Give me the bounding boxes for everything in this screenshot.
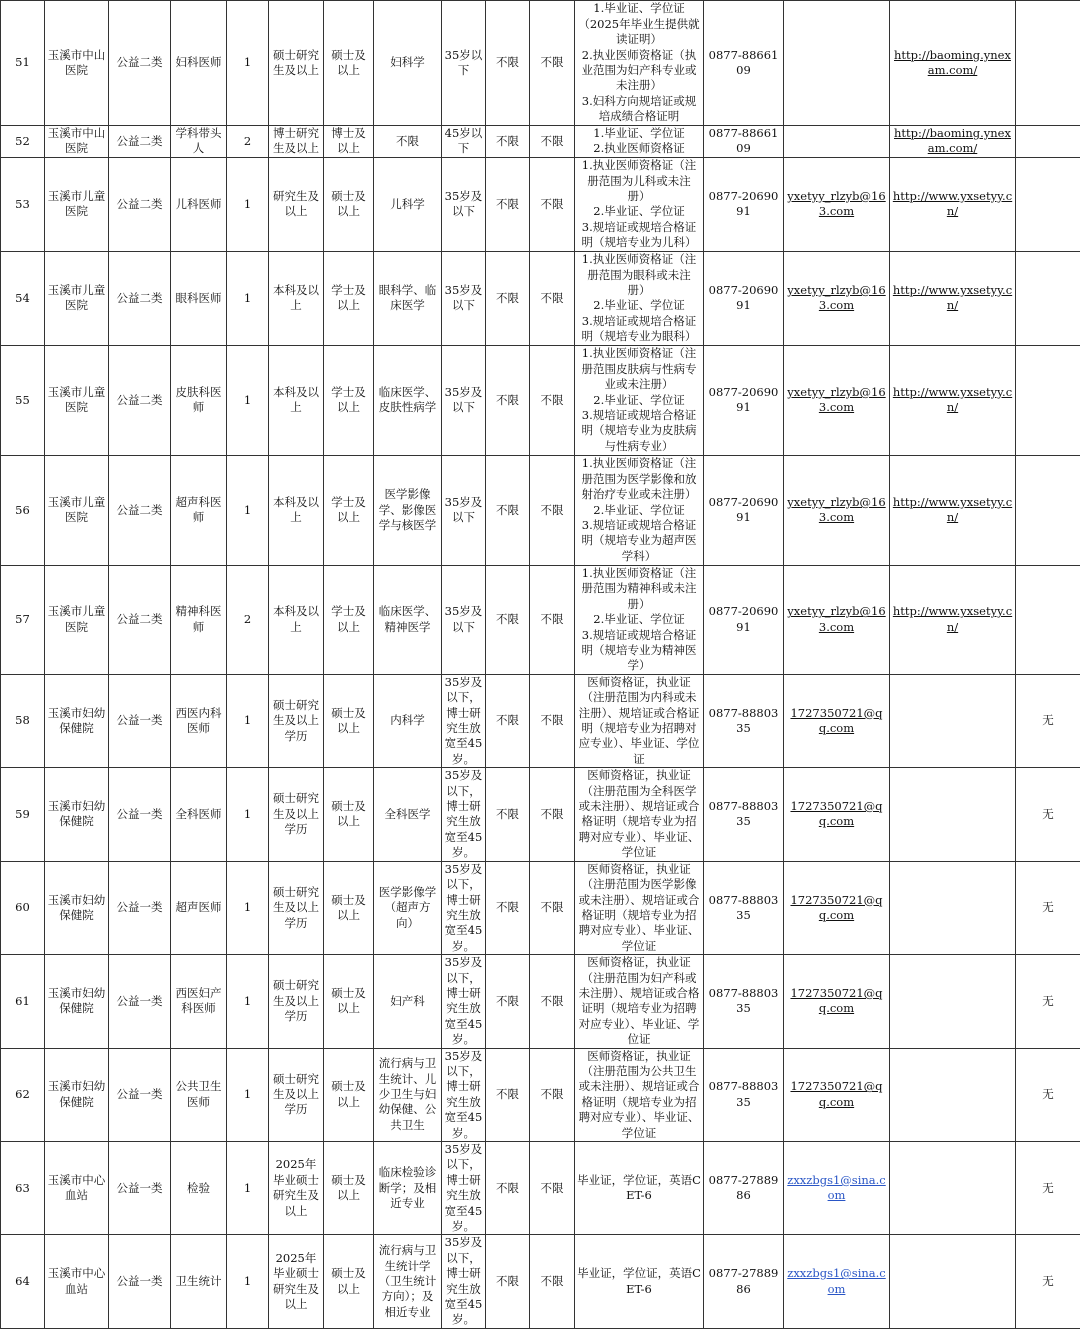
contact-email — [784, 1048, 890, 1141]
requirement-unrestricted-1: 不限 — [486, 1142, 530, 1235]
hiring-count: 1 — [227, 1142, 269, 1235]
required-documents: 1.执业医师资格证（注册范围为儿科或未注册） 2.毕业证、学位证 3.规培证或规培合格证明（规培专业为儿科） — [575, 157, 704, 251]
table-row — [1, 1, 1080, 126]
email-link[interactable]: 1727350721@qq.com — [790, 893, 882, 922]
degree-requirement: 硕士及以上 — [324, 1142, 374, 1235]
email-link[interactable]: yxetyy_rlzyb@163.com — [787, 189, 885, 218]
requirement-unrestricted-1: 不限 — [486, 251, 530, 345]
requirement-unrestricted-1: 不限 — [486, 768, 530, 861]
table-row — [1, 1048, 1080, 1141]
url-link[interactable]: http://www.yxsetyy.cn/ — [893, 495, 1012, 524]
hiring-count: 2 — [227, 126, 269, 158]
contact-phone: 0877-8880335 — [704, 674, 784, 767]
remark: 无 — [1016, 1142, 1080, 1235]
contact-phone: 0877-8866109 — [704, 1, 784, 126]
requirement-unrestricted-2: 不限 — [530, 1142, 575, 1235]
contact-phone: 0877-2069091 — [704, 157, 784, 251]
position-name: 检验 — [171, 1142, 227, 1235]
required-documents: 1.毕业证、学位证 （2025年毕业生提供就读证明） 2.执业医师资格证（执业范围为妇产科专业或未注册） 3.妇科方向规培证或规培成绩合格证明 — [575, 1, 704, 126]
row-number: 51 — [1, 1, 45, 126]
website-link — [890, 1142, 1016, 1235]
requirement-unrestricted-1: 不限 — [486, 157, 530, 251]
table-row — [1, 1235, 1080, 1328]
unit-category: 公益一类 — [109, 955, 171, 1048]
website-link — [890, 251, 1016, 345]
major-requirement: 不限 — [374, 126, 442, 158]
row-number: 53 — [1, 157, 45, 251]
hiring-count: 1 — [227, 861, 269, 954]
contact-phone: 0877-2069091 — [704, 345, 784, 455]
contact-email — [784, 768, 890, 861]
table-row — [1, 345, 1080, 455]
required-documents: 医师资格证，执业证（注册范围为内科或未注册）、规培证或合格证明（规培专业为招聘对应专业）、毕业证、学位证 — [575, 674, 704, 767]
table-row — [1, 455, 1080, 565]
major-requirement: 眼科学、临床医学 — [374, 251, 442, 345]
contact-phone: 0877-8880335 — [704, 1048, 784, 1141]
major-requirement: 妇科学 — [374, 1, 442, 126]
education-requirement: 硕士研究生及以上 — [269, 1, 324, 126]
contact-email — [784, 1142, 890, 1235]
requirement-unrestricted-2: 不限 — [530, 565, 575, 674]
contact-email — [784, 1, 890, 126]
contact-email — [784, 674, 890, 767]
requirement-unrestricted-1: 不限 — [486, 674, 530, 767]
remark: 无 — [1016, 1235, 1080, 1328]
requirement-unrestricted-1: 不限 — [486, 1, 530, 126]
education-requirement: 博士研究生及以上 — [269, 126, 324, 158]
email-link[interactable]: 1727350721@qq.com — [790, 986, 882, 1015]
major-requirement: 妇产科 — [374, 955, 442, 1048]
requirement-unrestricted-2: 不限 — [530, 1235, 575, 1328]
requirement-unrestricted-2: 不限 — [530, 1048, 575, 1141]
website-link — [890, 768, 1016, 861]
row-number: 58 — [1, 674, 45, 767]
table-row — [1, 674, 1080, 767]
unit-category: 公益一类 — [109, 674, 171, 767]
age-requirement: 35岁及以下 — [442, 345, 486, 455]
url-link[interactable]: http://www.yxsetyy.cn/ — [893, 385, 1012, 414]
hiring-count: 1 — [227, 674, 269, 767]
employer-unit: 玉溪市妇幼保健院 — [45, 955, 109, 1048]
table-row — [1, 861, 1080, 954]
website-link — [890, 345, 1016, 455]
required-documents: 医师资格证，执业证（注册范围为医学影像或未注册）、规培证或合格证明（规培专业为招聘对应专业）、毕业证、学位证 — [575, 861, 704, 954]
unit-category: 公益二类 — [109, 455, 171, 565]
row-number: 62 — [1, 1048, 45, 1141]
education-requirement: 硕士研究生及以上学历 — [269, 861, 324, 954]
requirement-unrestricted-1: 不限 — [486, 345, 530, 455]
position-name: 超声科医师 — [171, 455, 227, 565]
education-requirement: 本科及以上 — [269, 345, 324, 455]
employer-unit: 玉溪市中心血站 — [45, 1142, 109, 1235]
email-link[interactable]: 1727350721@qq.com — [790, 799, 882, 828]
contact-phone: 0877-8866109 — [704, 126, 784, 158]
major-requirement: 医学影像学（超声方向） — [374, 861, 442, 954]
email-link[interactable]: yxetyy_rlzyb@163.com — [787, 604, 885, 633]
age-requirement: 35岁及以下 — [442, 455, 486, 565]
unit-category: 公益二类 — [109, 345, 171, 455]
age-requirement: 35岁及以下 — [442, 251, 486, 345]
contact-email — [784, 955, 890, 1048]
table-row — [1, 768, 1080, 861]
position-name: 学科带头人 — [171, 126, 227, 158]
hiring-count: 1 — [227, 251, 269, 345]
unit-category: 公益二类 — [109, 251, 171, 345]
education-requirement: 硕士研究生及以上学历 — [269, 1048, 324, 1141]
website-link — [890, 861, 1016, 954]
degree-requirement: 博士及以上 — [324, 126, 374, 158]
required-documents: 1.执业医师资格证（注册范围为医学影像和放射治疗专业或未注册） 2.毕业证、学位证 3.规培证或规培合格证明（规培专业为超声医学科） — [575, 455, 704, 565]
contact-email — [784, 251, 890, 345]
email-link[interactable]: zxxzbgs1@sina.com — [787, 1173, 885, 1202]
remark: 无 — [1016, 674, 1080, 767]
position-name: 公共卫生医师 — [171, 1048, 227, 1141]
contact-phone: 0877-8880335 — [704, 955, 784, 1048]
hiring-count: 1 — [227, 1048, 269, 1141]
unit-category: 公益二类 — [109, 565, 171, 674]
remark — [1016, 455, 1080, 565]
remark: 无 — [1016, 861, 1080, 954]
education-requirement: 研究生及以上 — [269, 157, 324, 251]
age-requirement: 45岁以下 — [442, 126, 486, 158]
contact-email — [784, 1235, 890, 1328]
row-number: 56 — [1, 455, 45, 565]
employer-unit: 玉溪市儿童医院 — [45, 565, 109, 674]
required-documents: 毕业证，学位证，英语CET-6 — [575, 1235, 704, 1328]
major-requirement: 医学影像学、影像医学与核医学 — [374, 455, 442, 565]
remark — [1016, 126, 1080, 158]
degree-requirement: 硕士及以上 — [324, 768, 374, 861]
employer-unit: 玉溪市儿童医院 — [45, 157, 109, 251]
age-requirement: 35岁及以下，博士研究生放宽至45岁。 — [442, 768, 486, 861]
unit-category: 公益一类 — [109, 861, 171, 954]
hiring-count: 1 — [227, 455, 269, 565]
position-name: 超声医师 — [171, 861, 227, 954]
unit-category: 公益一类 — [109, 768, 171, 861]
required-documents: 医师资格证，执业证（注册范围为妇产科或未注册）、规培证或合格证明（规培专业为招聘对应专业）、毕业证、学位证 — [575, 955, 704, 1048]
required-documents: 1.执业医师资格证（注册范围皮肤病与性病专业或未注册） 2.毕业证、学位证 3.规培证或规培合格证明（规培专业为皮肤病与性病专业） — [575, 345, 704, 455]
education-requirement: 硕士研究生及以上学历 — [269, 674, 324, 767]
education-requirement: 2025年毕业硕士研究生及以上 — [269, 1142, 324, 1235]
employer-unit: 玉溪市儿童医院 — [45, 455, 109, 565]
degree-requirement: 硕士及以上 — [324, 1235, 374, 1328]
position-name: 西医内科医师 — [171, 674, 227, 767]
degree-requirement: 学士及以上 — [324, 455, 374, 565]
url-link[interactable]: http://www.yxsetyy.cn/ — [893, 189, 1012, 218]
requirement-unrestricted-2: 不限 — [530, 674, 575, 767]
position-name: 妇科医师 — [171, 1, 227, 126]
requirement-unrestricted-2: 不限 — [530, 345, 575, 455]
url-link[interactable]: http://baoming.ynexam.com/ — [894, 126, 1011, 155]
requirement-unrestricted-1: 不限 — [486, 1048, 530, 1141]
employer-unit: 玉溪市妇幼保健院 — [45, 674, 109, 767]
degree-requirement: 学士及以上 — [324, 345, 374, 455]
url-link[interactable]: http://baoming.ynexam.com/ — [894, 48, 1011, 77]
requirement-unrestricted-1: 不限 — [486, 955, 530, 1048]
email-link[interactable]: yxetyy_rlzyb@163.com — [787, 495, 885, 524]
required-documents: 1.执业医师资格证（注册范围为精神科或未注册） 2.毕业证、学位证 3.规培证或规培合格证明（规培专业为精神医学） — [575, 565, 704, 674]
education-requirement: 本科及以上 — [269, 251, 324, 345]
employer-unit: 玉溪市儿童医院 — [45, 251, 109, 345]
website-link — [890, 455, 1016, 565]
requirement-unrestricted-1: 不限 — [486, 126, 530, 158]
degree-requirement: 硕士及以上 — [324, 1048, 374, 1141]
requirement-unrestricted-2: 不限 — [530, 955, 575, 1048]
hiring-count: 1 — [227, 1235, 269, 1328]
table-row — [1, 157, 1080, 251]
age-requirement: 35岁及以下，博士研究生放宽至45岁。 — [442, 1048, 486, 1141]
remark: 无 — [1016, 1048, 1080, 1141]
hiring-count: 1 — [227, 345, 269, 455]
degree-requirement: 硕士及以上 — [324, 674, 374, 767]
table-row — [1, 1142, 1080, 1235]
employer-unit: 玉溪市妇幼保健院 — [45, 768, 109, 861]
contact-email — [784, 157, 890, 251]
hiring-count: 1 — [227, 157, 269, 251]
contact-email — [784, 861, 890, 954]
remark: 无 — [1016, 768, 1080, 861]
remark — [1016, 1, 1080, 126]
contact-email — [784, 345, 890, 455]
requirement-unrestricted-1: 不限 — [486, 861, 530, 954]
requirement-unrestricted-2: 不限 — [530, 1, 575, 126]
contact-phone: 0877-2069091 — [704, 455, 784, 565]
contact-email — [784, 565, 890, 674]
position-name: 全科医师 — [171, 768, 227, 861]
age-requirement: 35岁及以下 — [442, 157, 486, 251]
required-documents: 医师资格证，执业证（注册范围为全科医学或未注册）、规培证或合格证明（规培专业为招聘对应专业）、毕业证、学位证 — [575, 768, 704, 861]
remark — [1016, 565, 1080, 674]
unit-category: 公益二类 — [109, 126, 171, 158]
employer-unit: 玉溪市中山医院 — [45, 126, 109, 158]
degree-requirement: 硕士及以上 — [324, 955, 374, 1048]
degree-requirement: 硕士及以上 — [324, 157, 374, 251]
major-requirement: 流行病与卫生统计、儿少卫生与妇幼保健、公共卫生 — [374, 1048, 442, 1141]
website-link — [890, 157, 1016, 251]
employer-unit: 玉溪市中心血站 — [45, 1235, 109, 1328]
age-requirement: 35岁以下 — [442, 1, 486, 126]
required-documents: 1.执业医师资格证（注册范围为眼科或未注册） 2.毕业证、学位证 3.规培证或规培合格证明（规培专业为眼科） — [575, 251, 704, 345]
contact-phone: 0877-2788986 — [704, 1142, 784, 1235]
row-number: 61 — [1, 955, 45, 1048]
table-row — [1, 955, 1080, 1048]
website-link — [890, 1, 1016, 126]
table-body — [1, 1, 1080, 1329]
position-name: 皮肤科医师 — [171, 345, 227, 455]
major-requirement: 临床检验诊断学；及相近专业 — [374, 1142, 442, 1235]
required-documents: 毕业证，学位证，英语CET-6 — [575, 1142, 704, 1235]
contact-phone: 0877-2069091 — [704, 565, 784, 674]
row-number: 55 — [1, 345, 45, 455]
url-link[interactable]: http://www.yxsetyy.cn/ — [893, 283, 1012, 312]
website-link — [890, 955, 1016, 1048]
degree-requirement: 硕士及以上 — [324, 1, 374, 126]
position-name: 精神科医师 — [171, 565, 227, 674]
contact-phone: 0877-2069091 — [704, 251, 784, 345]
requirement-unrestricted-2: 不限 — [530, 861, 575, 954]
age-requirement: 35岁及以下，博士研究生放宽至45岁。 — [442, 861, 486, 954]
requirement-unrestricted-1: 不限 — [486, 1235, 530, 1328]
row-number: 57 — [1, 565, 45, 674]
contact-phone: 0877-8880335 — [704, 768, 784, 861]
url-link[interactable]: http://www.yxsetyy.cn/ — [893, 604, 1012, 633]
unit-category: 公益一类 — [109, 1048, 171, 1141]
employer-unit: 玉溪市中山医院 — [45, 1, 109, 126]
email-link[interactable]: yxetyy_rlzyb@163.com — [787, 385, 885, 414]
unit-category: 公益一类 — [109, 1142, 171, 1235]
employer-unit: 玉溪市儿童医院 — [45, 345, 109, 455]
age-requirement: 35岁及以下 — [442, 565, 486, 674]
requirement-unrestricted-1: 不限 — [486, 455, 530, 565]
employer-unit: 玉溪市妇幼保健院 — [45, 861, 109, 954]
website-link — [890, 674, 1016, 767]
table-row — [1, 565, 1080, 674]
degree-requirement: 硕士及以上 — [324, 861, 374, 954]
requirement-unrestricted-2: 不限 — [530, 768, 575, 861]
major-requirement: 内科学 — [374, 674, 442, 767]
age-requirement: 35岁及以下，博士研究生放宽至45岁。 — [442, 955, 486, 1048]
major-requirement: 流行病与卫生统计学（卫生统计方向）；及相近专业 — [374, 1235, 442, 1328]
requirement-unrestricted-1: 不限 — [486, 565, 530, 674]
contact-email — [784, 126, 890, 158]
row-number: 59 — [1, 768, 45, 861]
education-requirement: 2025年毕业硕士研究生及以上 — [269, 1235, 324, 1328]
major-requirement: 儿科学 — [374, 157, 442, 251]
hiring-count: 2 — [227, 565, 269, 674]
position-name: 眼科医师 — [171, 251, 227, 345]
major-requirement: 临床医学、皮肤性病学 — [374, 345, 442, 455]
unit-category: 公益二类 — [109, 157, 171, 251]
education-requirement: 硕士研究生及以上学历 — [269, 768, 324, 861]
position-name: 儿科医师 — [171, 157, 227, 251]
employer-unit: 玉溪市妇幼保健院 — [45, 1048, 109, 1141]
remark — [1016, 345, 1080, 455]
unit-category: 公益一类 — [109, 1235, 171, 1328]
row-number: 64 — [1, 1235, 45, 1328]
row-number: 54 — [1, 251, 45, 345]
degree-requirement: 学士及以上 — [324, 251, 374, 345]
table-row — [1, 126, 1080, 158]
required-documents: 1.毕业证、学位证 2.执业医师资格证 — [575, 126, 704, 158]
row-number: 60 — [1, 861, 45, 954]
website-link — [890, 1235, 1016, 1328]
email-link[interactable]: 1727350721@qq.com — [790, 706, 882, 735]
required-documents: 医师资格证，执业证（注册范围为公共卫生或未注册）、规培证或合格证明（规培专业为招聘对应专业）、毕业证、学位证 — [575, 1048, 704, 1141]
unit-category: 公益二类 — [109, 1, 171, 126]
age-requirement: 35岁及以下，博士研究生放宽至45岁。 — [442, 1142, 486, 1235]
email-link[interactable]: 1727350721@qq.com — [790, 1079, 882, 1108]
requirement-unrestricted-2: 不限 — [530, 157, 575, 251]
website-link — [890, 565, 1016, 674]
major-requirement: 全科医学 — [374, 768, 442, 861]
hiring-count: 1 — [227, 1, 269, 126]
remark: 无 — [1016, 955, 1080, 1048]
contact-email — [784, 455, 890, 565]
row-number: 52 — [1, 126, 45, 158]
age-requirement: 35岁及以下，博士研究生放宽至45岁。 — [442, 1235, 486, 1328]
hiring-count: 1 — [227, 768, 269, 861]
education-requirement: 本科及以上 — [269, 565, 324, 674]
table-row — [1, 251, 1080, 345]
website-link — [890, 1048, 1016, 1141]
hiring-count: 1 — [227, 955, 269, 1048]
remark — [1016, 251, 1080, 345]
education-requirement: 硕士研究生及以上学历 — [269, 955, 324, 1048]
contact-phone: 0877-2788986 — [704, 1235, 784, 1328]
education-requirement: 本科及以上 — [269, 455, 324, 565]
position-name: 卫生统计 — [171, 1235, 227, 1328]
major-requirement: 临床医学、精神医学 — [374, 565, 442, 674]
requirement-unrestricted-2: 不限 — [530, 126, 575, 158]
contact-phone: 0877-8880335 — [704, 861, 784, 954]
email-link[interactable]: zxxzbgs1@sina.com — [787, 1266, 885, 1295]
remark — [1016, 157, 1080, 251]
row-number: 63 — [1, 1142, 45, 1235]
website-link — [890, 126, 1016, 158]
email-link[interactable]: yxetyy_rlzyb@163.com — [787, 283, 885, 312]
position-name: 西医妇产科医师 — [171, 955, 227, 1048]
requirement-unrestricted-2: 不限 — [530, 455, 575, 565]
requirement-unrestricted-2: 不限 — [530, 251, 575, 345]
degree-requirement: 学士及以上 — [324, 565, 374, 674]
age-requirement: 35岁及以下，博士研究生放宽至45岁。 — [442, 674, 486, 767]
